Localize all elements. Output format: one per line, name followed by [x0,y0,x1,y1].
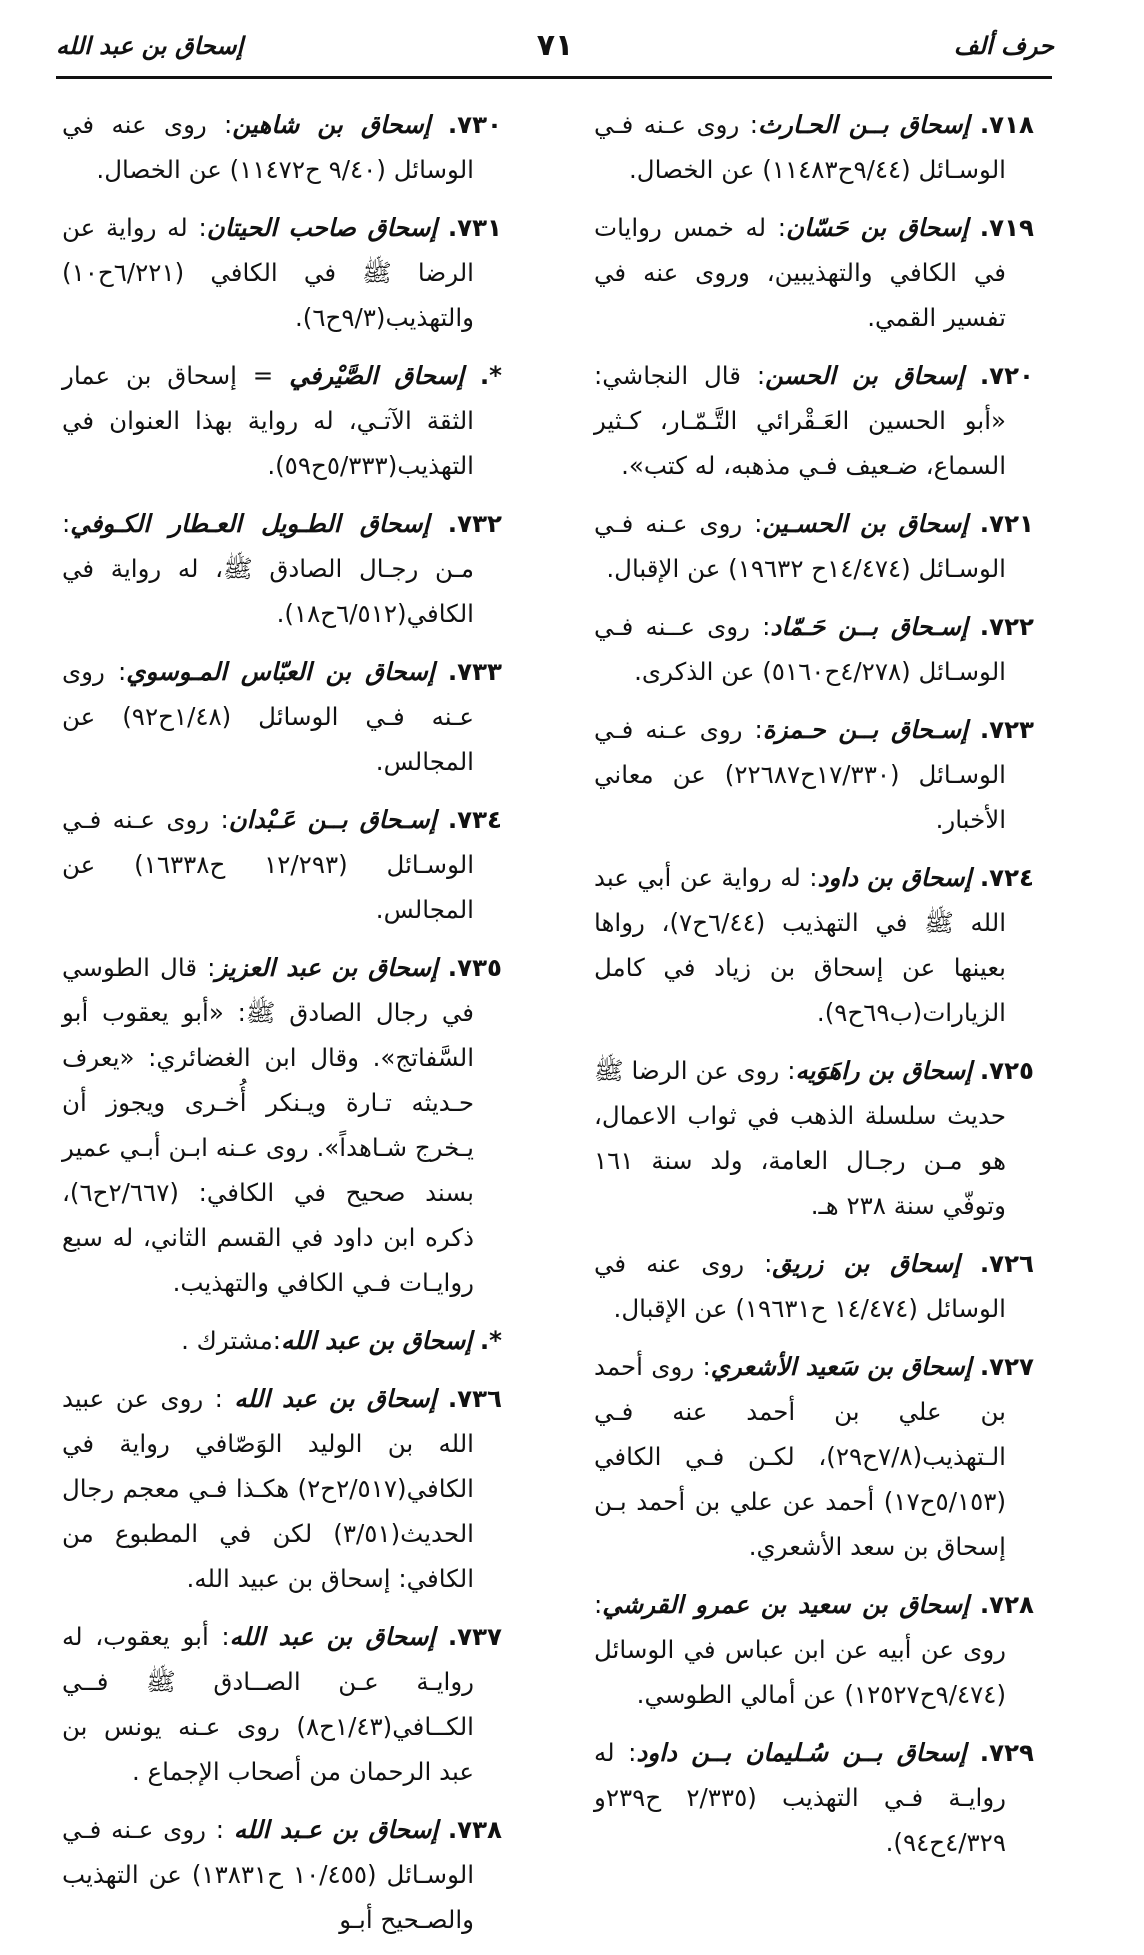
page-number: ٧١ [536,28,574,63]
entry-729: ٧٢٩. إسحاق بــن سُـليمان بــن داود: له روايـة فـي التهذيب (٢/٣٣٥ ح٢٣٩و ٤/٣٢٩ح٩٤). [594,1738,1034,1857]
entry-728: ٧٢٨. إسحاق بن سعيد بن عمرو القرشي: روى عن أبيه عن ابن عباس في الوسائل (٩/٤٧٤ح١٢٥٢٧) عن أمالي الطوسي. [594,1590,1034,1709]
entry-abdallah-shared: *. إسحاق بن عبد الله:مشترك . [181,1326,502,1355]
running-head: إسحاق بن عبد الله [56,32,244,60]
entry-720: ٧٢٠. إسحاق بن الحسن: قال النجاشي: «أبو الحسين العَـقْرائي التَّـمّـار، كـثير السماع، ضـعيف فـي مذهبه، له كتب». [594,361,1034,480]
entry-737: ٧٣٧. إسحاق بن عبد الله: أبو يعقوب، له روايـة عـن الصــادق ﷺ فــي الكــافي(١/٤٣ح٨) روى عـنه يونس بن عبد الرحمان من أصحاب الإجماع . [62,1622,502,1786]
page-header [56,28,1054,76]
entry-724: ٧٢٤. إسحاق بن داود: له رواية عن أبي عبد الله ﷺ في التهذيب (٦/٤٤ح٧)، رواها بعينها عن إسحاق بن زياد في كامل الزيارات(ب٦٩ح٩). [594,863,1034,1027]
section-title: حرف ألف [953,32,1054,60]
header-rule [56,76,1052,79]
entry-732: ٧٣٢. إسحاق الطـويل العـطار الكـوفي: مـن رجـال الصادق ﷺ، له رواية في الكافي(٦/٥١٢ح١٨). [62,509,502,628]
entry-734: ٧٣٤. إسـحاق بــن عَـبْدان: روى عـنه فـي الوسـائل (١٢/٢٩٣ ح١٦٣٣٨) عن المجالس. [62,805,502,924]
entry-718: ٧١٨. إسحاق بــن الحـارث: روى عـنه فـي الوسـائل (٩/٤٤ح١١٤٨٣) عن الخصال. [594,110,1034,184]
entry-733: ٧٣٣. إسحاق بن العبّاس المـوسوي: روى عـنه فـي الوسائل (١/٤٨ح٩٢) عن المجالس. [62,657,502,776]
entry-726: ٧٢٦. إسحاق بن زريق: روى عنه في الوسائل (١٤/٤٧٤ ح١٩٦٣١) عن الإقبال. [594,1249,1034,1323]
entry-738: ٧٣٨. إسحاق بن عـبد الله : روى عـنه فـي الوسـائل (١٠/٤٥٥ ح١٣٨٣١) عن التهذيب والصـحيح أبـو [62,1815,502,1934]
entry-719: ٧١٩. إسحاق بن حَسّان: له خمس روايات في الكافي والتهذيبين، وروى عنه في تفسير القمي. [594,213,1034,332]
entry-731: ٧٣١. إسحاق صاحب الحيتان: له رواية عن الرضا ﷺ في الكافي (٦/٢٢١ح١٠) والتهذيب(٩/٣ح٦). [62,213,502,332]
entry-722: ٧٢٢. إسـحاق بــن حَـمّاد: روى عــنه فـي الوسـائل (٤/٢٧٨ح٥١٦٠) عن الذكرى. [594,612,1034,686]
left-column [62,102,502,1955]
entry-736: ٧٣٦. إسحاق بن عبد الله : روى عن عبيد الله بن الوليد الوَصّافي رواية في الكافي(٢/٥١٧ح٢) هكـذا فـي معجم رجال الحديث(٣/٥١) لكن في المطبوع من الكافي: إسحاق بن عبيد الله. [62,1384,502,1593]
entry-721: ٧٢١. إسحاق بن الحسـين: روى عـنه فـي الوسـائل (١٤/٤٧٤ح ١٩٦٣٢) عن الإقبال. [594,509,1034,583]
entry-725: ٧٢٥. إسحاق بن راهَوَيه: روى عن الرضا ﷺ حديث سلسلة الذهب في ثواب الاعمال، هو مـن رجـال العامة، ولد سنة ١٦١ وتوفّي سنة ٢٣٨ هـ. [594,1056,1034,1220]
entry-727: ٧٢٧. إسحاق بن سَعيد الأشعري: روى أحمد بن علي بن أحمد عنه فـي الـتهذيب(٧/٨ح٢٩)، لكـن فـي الكافي (٥/١٥٣ح١٧) أحمد عن علي بن أحمد بـن إسحاق بن سعد الأشعري. [594,1352,1034,1561]
entry-723: ٧٢٣. إسـحاق بــن حـمزة: روى عـنه فـي الوسـائل (١٧/٣٣٠ح٢٢٦٨٧) عن معاني الأخبار. [594,715,1035,834]
entry-730: ٧٣٠. إسحاق بن شاهين: روى عنه في الوسائل (٩/٤٠ ح١١٤٧٢) عن الخصال. [62,110,503,184]
entry-735: ٧٣٥. إسحاق بن عبد العزيز: قال الطوسي في رجال الصادق ﷺ: «أبو يعقوب أبو السَّفاتج». وقال ابن الغضائري: «يعرف حـديثه تـارة ويـنكر أُخـرى ويجوز أن يـخرج شـاهداً». روى عـنه ابـن أبـي عمير بسند صحيح في الكافي: (٢/٦٦٧ح٦)، ذكره ابن داود في القسم الثاني، له سبع روايـات فـي الكافي والتهذيب. [62,953,502,1297]
entry-sayrafi: *. إسحاق الصَّيْرفي = إسحاق بن عمار الثقة الآتـي، له رواية بهذا العنوان في التهذيب(٥/٣٣٣ح٥٩). [62,361,502,480]
right-column [594,102,1034,1878]
